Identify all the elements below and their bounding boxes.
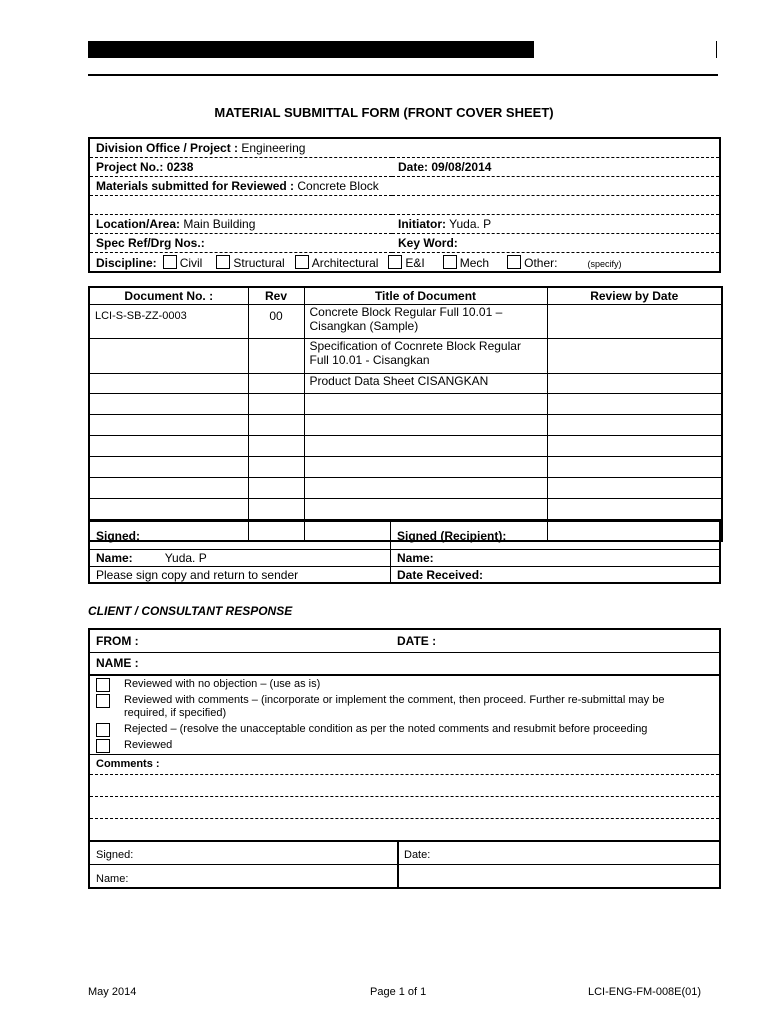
title-cell[interactable]: Product Data Sheet CISANGKAN [304,374,547,394]
footer-date: May 2014 [88,986,137,998]
specify-note: (specify) [587,258,622,269]
title-cell[interactable] [304,499,547,520]
initiator-value[interactable]: Yuda. P [449,217,492,231]
title-cell[interactable] [304,436,547,457]
division-value[interactable]: Engineering [241,141,306,155]
response-name-label: Name: [96,873,129,885]
document-row [89,374,722,394]
rev-cell[interactable] [248,415,304,436]
option-no-objection[interactable] [96,678,321,694]
name-cell [89,550,391,567]
document-no-cell[interactable] [89,436,248,457]
keyword-cell [392,234,720,253]
initiator-cell [392,215,720,234]
document-row [89,305,722,339]
location-cell [89,215,392,234]
document-row [89,415,722,436]
option-reviewed-label: Reviewed [124,739,173,751]
date-value[interactable]: 09/08/2014 [431,160,492,174]
spec-cell [89,234,392,253]
document-no-cell[interactable] [89,394,248,415]
option-no-objection-checkbox[interactable] [96,678,110,692]
signed-recipient-label: Signed (Recipient): [391,521,721,550]
project-no-cell [89,158,392,177]
review-date-cell[interactable] [547,305,722,339]
discipline-label: Discipline: [96,255,157,270]
signoff-mid-line [90,864,719,865]
rev-cell[interactable] [248,374,304,394]
name-label-response: NAME : [96,656,139,670]
structural-checkbox[interactable] [216,255,230,269]
rev-cell[interactable] [248,394,304,415]
form-title: MATERIAL SUBMITTAL FORM (FRONT COVER SHEET) [214,105,554,120]
document-row [89,394,722,415]
comment-line-3[interactable] [90,818,719,819]
review-date-cell[interactable] [547,499,722,520]
signature-table [88,520,721,584]
name-row [90,653,719,676]
rev-cell[interactable]: 00 [248,305,304,339]
header-rule [88,74,718,76]
documents-table [88,286,723,542]
keyword-label: Key Word: [398,236,458,250]
document-no-cell[interactable] [89,339,248,374]
header-black-bar [88,41,534,58]
other-checkbox[interactable] [507,255,521,269]
from-label: FROM : [96,634,139,648]
response-signed-label: Signed: [96,849,134,861]
ei-checkbox[interactable] [388,255,402,269]
document-row [89,499,722,520]
col-title: Title of Document [304,287,547,305]
ei-label: E&I [405,255,425,270]
option-reviewed[interactable] [96,739,173,755]
document-row [89,436,722,457]
project-details-table [88,137,721,273]
option-no-objection-label: Reviewed with no objection – (use as is) [124,678,321,690]
document-no-cell[interactable] [89,478,248,499]
rev-cell[interactable] [248,339,304,374]
title-cell[interactable] [304,457,547,478]
civil-label: Civil [179,255,203,270]
option-with-comments-label: Reviewed with comments – (incorporate or implement the comment, then proceed. Further re-submittal may be required, if specified) [124,694,665,719]
materials-value[interactable]: Concrete Block [297,179,379,193]
division-label: Division Office / Project : [96,141,239,155]
architectural-checkbox[interactable] [295,255,309,269]
footer-page: Page 1 of 1 [370,986,427,998]
document-row [89,478,722,499]
signoff-divider [90,840,719,842]
date-label: Date: [398,160,429,174]
structural-label: Structural [233,255,285,270]
col-review-date: Review by Date [547,287,722,305]
rev-cell[interactable] [248,457,304,478]
option-rejected-label: Rejected – (resolve the unacceptable condition as per the noted comments and resubmit before proceeding [124,723,648,735]
comments-label: Comments : [96,758,160,770]
title-cell[interactable] [304,394,547,415]
response-heading: CLIENT / CONSULTANT RESPONSE [88,604,293,618]
footer-doc-code: LCI-ENG-FM-008E(01) [588,986,702,998]
col-document-no: Document No. : [89,287,248,305]
mech-label: Mech [459,255,490,270]
response-box [88,628,721,889]
option-reviewed-checkbox[interactable] [96,739,110,753]
review-date-cell[interactable] [547,478,722,499]
option-with-comments[interactable] [96,694,665,719]
rev-cell[interactable] [248,478,304,499]
comment-line-1[interactable] [90,774,719,775]
document-row [89,339,722,374]
civil-checkbox[interactable] [163,255,177,269]
signed-label: Signed: [89,521,391,550]
comments-divider [90,754,719,755]
document-no-cell[interactable] [89,374,248,394]
document-row [89,457,722,478]
review-date-cell[interactable] [547,339,722,374]
date-label-response: DATE : [397,634,437,648]
sign-note: Please sign copy and return to sender [89,567,391,584]
comment-line-2[interactable] [90,796,719,797]
project-no-label: Project No.: [96,160,164,174]
title-cell[interactable]: Specification of Cocnrete Block Regular Full 10.01 - Cisangkan [304,339,547,374]
mech-checkbox[interactable] [443,255,457,269]
review-date-cell[interactable] [547,415,722,436]
option-with-comments-checkbox[interactable] [96,694,110,708]
name-label: Name: [96,551,133,565]
title-cell[interactable]: Concrete Block Regular Full 10.01 – Cisangkan (Sample) [304,305,547,339]
document-no-cell[interactable]: LCI-S-SB-ZZ-0003 [89,305,248,339]
architectural-label: Architectural [311,255,379,270]
review-date-cell[interactable] [547,436,722,457]
title-cell[interactable] [304,478,547,499]
review-date-cell[interactable] [547,457,722,478]
document-no-cell[interactable] [89,415,248,436]
initiator-label: Initiator: [398,217,446,231]
document-no-cell[interactable] [89,499,248,520]
response-date-label: Date: [404,849,431,861]
col-rev: Rev [248,287,304,305]
division-row [89,138,720,158]
location-label: Location/Area: [96,217,181,231]
blank-row [89,196,720,215]
discipline-row [89,253,720,273]
rev-cell[interactable] [248,436,304,457]
document-no-cell[interactable] [89,457,248,478]
name-right-label: Name: [391,550,721,567]
date-received-label: Date Received: [391,567,721,584]
title-cell[interactable] [304,415,547,436]
rev-cell[interactable] [248,499,304,520]
date-cell [392,158,720,177]
project-no-value[interactable]: 0238 [166,160,194,174]
location-value[interactable]: Main Building [183,217,256,231]
materials-label: Materials submitted for Reviewed : [96,179,295,193]
other-label: Other: [524,255,558,270]
review-date-cell[interactable] [547,394,722,415]
from-row [90,630,719,653]
name-value[interactable]: Yuda. P [164,551,207,565]
materials-row [89,177,720,196]
review-date-cell[interactable] [547,374,722,394]
header-bar-tick [716,41,717,58]
spec-label: Spec Ref/Drg Nos.: [96,236,205,250]
option-rejected-checkbox[interactable] [96,723,110,737]
option-rejected[interactable] [96,723,648,739]
